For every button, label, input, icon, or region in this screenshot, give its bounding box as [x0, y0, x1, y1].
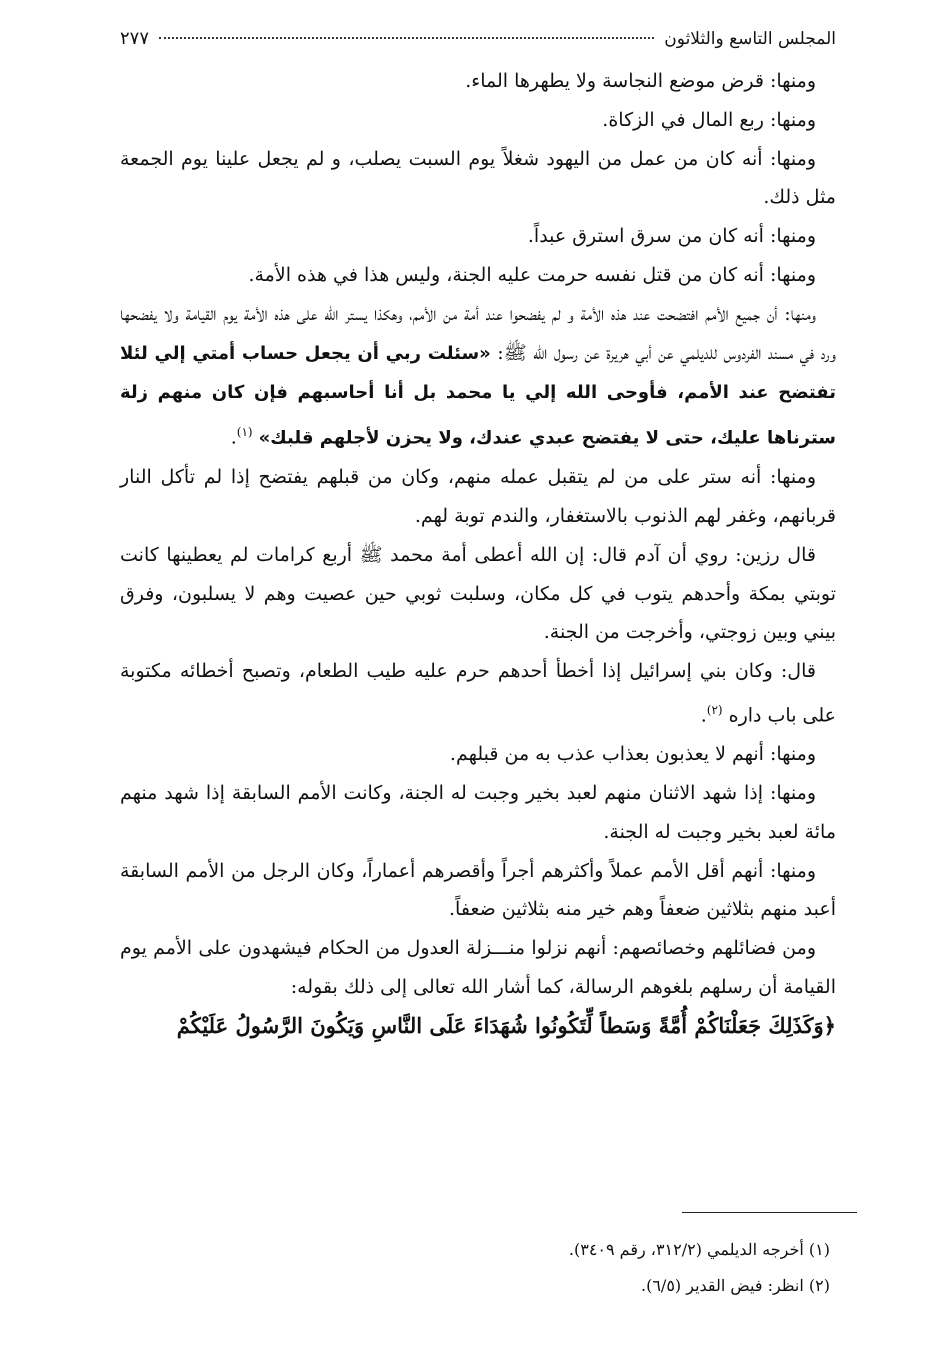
footnote-ref-1[interactable]: (١) — [236, 425, 253, 440]
page-content — [120, 28, 836, 1046]
israel-paragraph — [120, 652, 836, 735]
paragraph: ومنها: إذا شهد الاثنان منهم لعبد بخير وجبت له الجنة، وكانت الأمم السابقة إذا شهد منهم مائة لعبد بخير وجبت له الجنة. — [120, 782, 836, 843]
paragraph: ومنها: أنهم أقل الأمم عملاً وأكثرهم أجراً وأقصرهم أعماراً، وكان الرجل من الأمم السابقة أعبد منهم بثلاثين ضعفاً وهم خير منه بثلاثين ضعفاً. — [120, 859, 836, 921]
paragraph: ومنها: أنه ستر على من لم يتقبل عمله منهم، وكان من قبلهم يفتضح إذا لم تأكل النار قربانهم، وغفر لهم الذنوب بالاستغفار، والندم توبة لهم. — [120, 466, 836, 528]
paragraph: ومنها: أنه كان من قتل نفسه حرمت عليه الجنة، وليس هذا في هذه الأمة. — [248, 263, 816, 286]
footnotes — [120, 1232, 836, 1304]
paragraph: ومنها: أنه كان من سرق استرق عبداً. — [527, 225, 816, 248]
hadith-intro: ومنها: أن جميع الأمم افتضحت عند هذه الأمة و لم يفضحوا عند أمة من الأمم، وهكذا يستر الله على هذه الأمة يوم القيامة ولا يفضحها ورد في مسند الفردوس للديلمي عن أبي هريرة عن رسول الله ﷺ: — [120, 302, 836, 364]
paragraph: ومنها: قرض موضع النجاسة ولا يطهرها الماء. — [465, 70, 816, 92]
footnote-ref-2[interactable]: (٢) — [706, 703, 723, 718]
body-text — [120, 62, 836, 1046]
israel-end: . — [700, 704, 707, 727]
chapter-title: المجلس التاسع والثلاثون — [664, 29, 836, 49]
paragraph: ومنها: أنهم لا يعذبون بعذاب عذب به من قبلهم. — [449, 743, 816, 766]
quran-verse: ﴿وَكَذَلِكَ جَعَلْنَاكُمْ أُمَّةً وَسَطاً لِّتَكُونُوا شُهَدَاءَ عَلَى النَّاسِ وَيَكُونَ الرَّسُولُ عَلَيْكُمْ — [176, 1012, 836, 1038]
footnote-2: (٢) انظر: فيض القدير (٦/٥). — [641, 1276, 830, 1295]
hadith-quote: «سئلت ربي أن يجعل حساب أمتي إلي لئلا تفتضح عند الأمم، فأوحى الله إلي يا محمد بل أنا أحاسبهم فإن كان منهم زلة سترناها عليك، حتى لا يفتضح عبدي عندك، ولا يحزن لأجلهم قلبك» — [120, 342, 836, 449]
footnote-separator — [682, 1212, 857, 1213]
running-header — [120, 28, 836, 62]
footnote-1: (١) أخرجه الديلمي (٣١٢/٢، رقم ٣٤٠٩). — [568, 1240, 830, 1259]
hadith-paragraph — [120, 295, 836, 459]
header-leader-dots — [159, 37, 654, 39]
hadith-end: . — [230, 426, 237, 449]
paragraph: قال رزين: روي أن آدم قال: إن الله أعطى أمة محمد ﷺ أربع كرامات لم يعطينها كانت توبتي بمكة وأحدهم يتوب في كل مكان، وسلبت ثوبي حين عصيت وهم لا يسلبون، وفرق بيني وبين زوجتي، وأخرجت من الجنة. — [120, 543, 836, 644]
paragraph: ومنها: ربع المال في الزكاة. — [602, 108, 816, 131]
paragraph: ومنها: أنه كان من عمل من اليهود شغلاً يوم السبت يصلب، و لم يجعل علينا يوم الجمعة مثل ذلك. — [120, 147, 836, 209]
page-number: ٢٧٧ — [120, 28, 150, 49]
paragraph: ومن فضائلهم وخصائصهم: أنهم نزلوا منـــزلة العدول من الحكام فيشهدون على الأمم يوم القيامة أن رسلهم بلغوهم الرسالة، كما أشار الله تعالى إلى ذلك بقوله: — [120, 937, 836, 998]
israel-text: قال: وكان بني إسرائيل إذا أخطأ أحدهم حرم عليه طيب الطعام، وتصبح أخطائه مكتوبة على باب داره — [120, 660, 836, 727]
